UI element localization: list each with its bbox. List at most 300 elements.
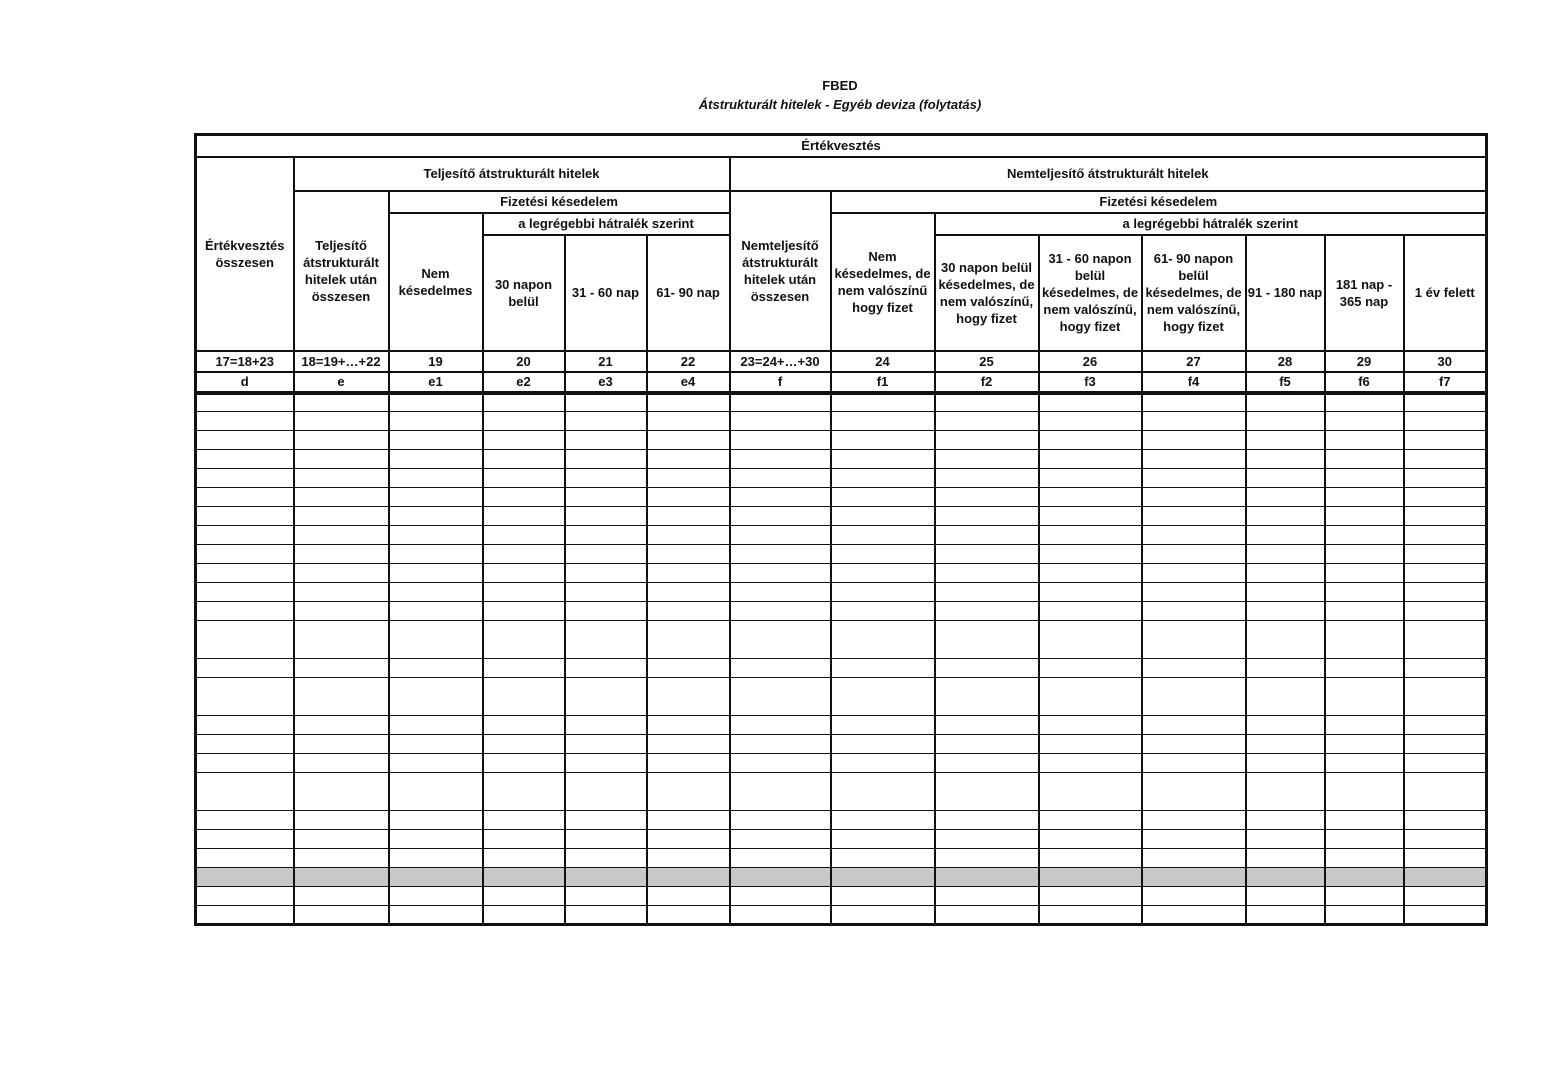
table-cell[interactable] (196, 431, 294, 450)
table-cell[interactable] (647, 868, 730, 887)
table-cell[interactable] (647, 564, 730, 583)
table-cell[interactable] (831, 393, 935, 412)
table-cell[interactable] (1142, 887, 1246, 906)
table-cell[interactable] (831, 526, 935, 545)
table-cell[interactable] (1142, 507, 1246, 526)
table-cell[interactable] (565, 678, 647, 716)
table-cell[interactable] (1246, 621, 1325, 659)
table-cell[interactable] (1404, 735, 1487, 754)
table-cell[interactable] (1404, 431, 1487, 450)
table-cell[interactable] (647, 602, 730, 621)
table-cell[interactable] (565, 773, 647, 811)
table-cell[interactable] (1404, 583, 1487, 602)
table-cell[interactable] (831, 906, 935, 925)
table-cell[interactable] (1142, 431, 1246, 450)
table-cell[interactable] (1404, 621, 1487, 659)
table-cell[interactable] (1039, 830, 1142, 849)
table-cell[interactable] (1142, 906, 1246, 925)
table-cell[interactable] (389, 659, 483, 678)
table-cell[interactable] (1039, 887, 1142, 906)
table-cell[interactable] (1325, 393, 1404, 412)
table-cell[interactable] (1246, 887, 1325, 906)
table-cell[interactable] (1039, 526, 1142, 545)
table-cell[interactable] (647, 545, 730, 564)
table-cell[interactable] (565, 507, 647, 526)
table-cell[interactable] (196, 621, 294, 659)
table-cell[interactable] (1142, 583, 1246, 602)
table-cell[interactable] (831, 887, 935, 906)
table-cell[interactable] (389, 602, 483, 621)
table-cell[interactable] (1039, 678, 1142, 716)
table-cell[interactable] (294, 811, 389, 830)
table-cell[interactable] (831, 507, 935, 526)
table-cell[interactable] (196, 678, 294, 716)
table-cell[interactable] (483, 773, 565, 811)
table-cell[interactable] (1142, 868, 1246, 887)
table-cell[interactable] (294, 488, 389, 507)
table-cell[interactable] (1142, 773, 1246, 811)
table-cell[interactable] (647, 507, 730, 526)
table-cell[interactable] (831, 564, 935, 583)
table-cell[interactable] (483, 811, 565, 830)
table-cell[interactable] (1325, 583, 1404, 602)
table-cell[interactable] (1246, 507, 1325, 526)
table-cell[interactable] (730, 621, 831, 659)
table-cell[interactable] (1325, 450, 1404, 469)
table-cell[interactable] (389, 507, 483, 526)
table-cell[interactable] (565, 811, 647, 830)
table-cell[interactable] (730, 602, 831, 621)
table-cell[interactable] (1246, 488, 1325, 507)
table-cell[interactable] (730, 868, 831, 887)
table-cell[interactable] (1325, 906, 1404, 925)
table-cell[interactable] (1039, 868, 1142, 887)
table-cell[interactable] (196, 735, 294, 754)
table-cell[interactable] (935, 773, 1039, 811)
table-cell[interactable] (483, 545, 565, 564)
table-cell[interactable] (1246, 811, 1325, 830)
table-cell[interactable] (647, 431, 730, 450)
table-cell[interactable] (831, 773, 935, 811)
table-cell[interactable] (483, 659, 565, 678)
table-cell[interactable] (831, 602, 935, 621)
table-cell[interactable] (831, 811, 935, 830)
table-cell[interactable] (294, 526, 389, 545)
table-cell[interactable] (1246, 431, 1325, 450)
table-cell[interactable] (1325, 526, 1404, 545)
table-cell[interactable] (935, 602, 1039, 621)
table-cell[interactable] (294, 754, 389, 773)
table-cell[interactable] (935, 393, 1039, 412)
table-cell[interactable] (1325, 754, 1404, 773)
table-cell[interactable] (483, 583, 565, 602)
table-cell[interactable] (1039, 545, 1142, 564)
table-cell[interactable] (647, 659, 730, 678)
table-cell[interactable] (565, 830, 647, 849)
table-cell[interactable] (294, 716, 389, 735)
table-cell[interactable] (1404, 678, 1487, 716)
table-cell[interactable] (730, 659, 831, 678)
table-cell[interactable] (1142, 545, 1246, 564)
table-cell[interactable] (196, 602, 294, 621)
table-cell[interactable] (196, 773, 294, 811)
table-cell[interactable] (1039, 412, 1142, 431)
table-cell[interactable] (1142, 716, 1246, 735)
table-cell[interactable] (935, 735, 1039, 754)
table-cell[interactable] (831, 830, 935, 849)
table-cell[interactable] (1142, 450, 1246, 469)
table-cell[interactable] (935, 507, 1039, 526)
table-cell[interactable] (1325, 564, 1404, 583)
table-cell[interactable] (730, 488, 831, 507)
table-cell[interactable] (1404, 716, 1487, 735)
table-cell[interactable] (1246, 602, 1325, 621)
table-cell[interactable] (1325, 621, 1404, 659)
table-cell[interactable] (730, 906, 831, 925)
table-cell[interactable] (196, 526, 294, 545)
table-cell[interactable] (1039, 906, 1142, 925)
table-cell[interactable] (1246, 526, 1325, 545)
table-cell[interactable] (389, 678, 483, 716)
table-cell[interactable] (565, 868, 647, 887)
table-cell[interactable] (730, 716, 831, 735)
table-cell[interactable] (1039, 602, 1142, 621)
table-cell[interactable] (1142, 621, 1246, 659)
table-cell[interactable] (1142, 678, 1246, 716)
table-cell[interactable] (647, 773, 730, 811)
table-cell[interactable] (730, 811, 831, 830)
table-cell[interactable] (1039, 621, 1142, 659)
table-cell[interactable] (196, 830, 294, 849)
table-cell[interactable] (1246, 716, 1325, 735)
table-cell[interactable] (294, 412, 389, 431)
table-cell[interactable] (730, 678, 831, 716)
table-cell[interactable] (1325, 716, 1404, 735)
table-cell[interactable] (1142, 526, 1246, 545)
table-cell[interactable] (935, 488, 1039, 507)
table-cell[interactable] (730, 431, 831, 450)
table-cell[interactable] (483, 906, 565, 925)
table-cell[interactable] (196, 545, 294, 564)
table-cell[interactable] (1039, 564, 1142, 583)
table-cell[interactable] (483, 868, 565, 887)
table-cell[interactable] (565, 659, 647, 678)
table-cell[interactable] (730, 545, 831, 564)
table-cell[interactable] (565, 602, 647, 621)
table-cell[interactable] (294, 564, 389, 583)
table-cell[interactable] (1039, 393, 1142, 412)
table-cell[interactable] (565, 431, 647, 450)
table-cell[interactable] (647, 830, 730, 849)
table-cell[interactable] (1325, 887, 1404, 906)
table-cell[interactable] (1325, 602, 1404, 621)
table-cell[interactable] (294, 830, 389, 849)
table-cell[interactable] (935, 412, 1039, 431)
table-cell[interactable] (1039, 849, 1142, 868)
table-cell[interactable] (730, 507, 831, 526)
table-cell[interactable] (647, 887, 730, 906)
table-cell[interactable] (389, 583, 483, 602)
table-cell[interactable] (196, 811, 294, 830)
table-cell[interactable] (294, 659, 389, 678)
table-cell[interactable] (565, 393, 647, 412)
table-cell[interactable] (730, 469, 831, 488)
table-cell[interactable] (389, 716, 483, 735)
table-cell[interactable] (730, 393, 831, 412)
table-cell[interactable] (647, 906, 730, 925)
table-cell[interactable] (565, 583, 647, 602)
table-cell[interactable] (935, 583, 1039, 602)
table-cell[interactable] (831, 583, 935, 602)
table-cell[interactable] (831, 868, 935, 887)
table-cell[interactable] (483, 431, 565, 450)
table-cell[interactable] (831, 412, 935, 431)
table-cell[interactable] (1142, 735, 1246, 754)
table-cell[interactable] (1142, 754, 1246, 773)
table-cell[interactable] (294, 621, 389, 659)
table-cell[interactable] (483, 393, 565, 412)
table-cell[interactable] (1142, 811, 1246, 830)
table-cell[interactable] (1404, 887, 1487, 906)
table-cell[interactable] (647, 469, 730, 488)
table-cell[interactable] (389, 450, 483, 469)
table-cell[interactable] (483, 716, 565, 735)
table-cell[interactable] (389, 811, 483, 830)
table-cell[interactable] (565, 906, 647, 925)
table-cell[interactable] (1039, 450, 1142, 469)
table-cell[interactable] (1039, 754, 1142, 773)
table-cell[interactable] (1246, 659, 1325, 678)
table-cell[interactable] (1325, 678, 1404, 716)
table-cell[interactable] (730, 849, 831, 868)
table-cell[interactable] (647, 811, 730, 830)
table-cell[interactable] (831, 469, 935, 488)
table-cell[interactable] (565, 849, 647, 868)
table-cell[interactable] (1039, 469, 1142, 488)
table-cell[interactable] (730, 564, 831, 583)
table-cell[interactable] (389, 887, 483, 906)
table-cell[interactable] (483, 849, 565, 868)
table-cell[interactable] (1246, 678, 1325, 716)
table-cell[interactable] (483, 469, 565, 488)
table-cell[interactable] (1404, 773, 1487, 811)
table-cell[interactable] (1325, 868, 1404, 887)
table-cell[interactable] (483, 526, 565, 545)
table-cell[interactable] (1404, 469, 1487, 488)
table-cell[interactable] (483, 754, 565, 773)
table-cell[interactable] (1246, 735, 1325, 754)
table-cell[interactable] (1039, 811, 1142, 830)
table-cell[interactable] (389, 431, 483, 450)
table-cell[interactable] (483, 678, 565, 716)
table-cell[interactable] (935, 716, 1039, 735)
table-cell[interactable] (935, 868, 1039, 887)
table-cell[interactable] (196, 754, 294, 773)
table-cell[interactable] (1325, 412, 1404, 431)
table-cell[interactable] (647, 488, 730, 507)
table-cell[interactable] (294, 887, 389, 906)
table-cell[interactable] (647, 583, 730, 602)
table-cell[interactable] (196, 393, 294, 412)
table-cell[interactable] (831, 545, 935, 564)
table-cell[interactable] (1142, 393, 1246, 412)
table-cell[interactable] (1404, 488, 1487, 507)
table-cell[interactable] (196, 659, 294, 678)
table-cell[interactable] (294, 773, 389, 811)
table-cell[interactable] (1039, 507, 1142, 526)
table-cell[interactable] (389, 393, 483, 412)
table-cell[interactable] (1325, 545, 1404, 564)
table-cell[interactable] (730, 450, 831, 469)
table-cell[interactable] (831, 678, 935, 716)
table-cell[interactable] (1142, 488, 1246, 507)
table-cell[interactable] (935, 811, 1039, 830)
table-cell[interactable] (196, 906, 294, 925)
table-cell[interactable] (1404, 507, 1487, 526)
table-cell[interactable] (730, 526, 831, 545)
table-cell[interactable] (730, 830, 831, 849)
table-cell[interactable] (1039, 431, 1142, 450)
table-cell[interactable] (1325, 773, 1404, 811)
table-cell[interactable] (935, 545, 1039, 564)
table-cell[interactable] (647, 450, 730, 469)
table-cell[interactable] (483, 887, 565, 906)
table-cell[interactable] (196, 887, 294, 906)
table-cell[interactable] (294, 507, 389, 526)
table-cell[interactable] (647, 735, 730, 754)
table-cell[interactable] (389, 773, 483, 811)
table-cell[interactable] (294, 906, 389, 925)
table-cell[interactable] (1246, 545, 1325, 564)
table-cell[interactable] (1142, 830, 1246, 849)
table-cell[interactable] (1246, 754, 1325, 773)
table-cell[interactable] (730, 754, 831, 773)
table-cell[interactable] (1404, 564, 1487, 583)
table-cell[interactable] (389, 735, 483, 754)
table-cell[interactable] (1142, 469, 1246, 488)
table-cell[interactable] (831, 450, 935, 469)
table-cell[interactable] (196, 868, 294, 887)
table-cell[interactable] (483, 507, 565, 526)
table-cell[interactable] (1246, 773, 1325, 811)
table-cell[interactable] (483, 450, 565, 469)
table-cell[interactable] (1039, 583, 1142, 602)
table-cell[interactable] (389, 564, 483, 583)
table-cell[interactable] (294, 868, 389, 887)
table-cell[interactable] (1039, 773, 1142, 811)
table-cell[interactable] (1246, 393, 1325, 412)
table-cell[interactable] (1142, 849, 1246, 868)
table-cell[interactable] (647, 754, 730, 773)
table-cell[interactable] (1325, 431, 1404, 450)
table-cell[interactable] (1246, 564, 1325, 583)
table-cell[interactable] (1325, 507, 1404, 526)
table-cell[interactable] (483, 830, 565, 849)
table-cell[interactable] (1325, 811, 1404, 830)
table-cell[interactable] (389, 849, 483, 868)
table-cell[interactable] (196, 583, 294, 602)
table-cell[interactable] (935, 754, 1039, 773)
table-cell[interactable] (1325, 830, 1404, 849)
table-cell[interactable] (389, 545, 483, 564)
table-cell[interactable] (565, 754, 647, 773)
table-cell[interactable] (1246, 830, 1325, 849)
table-cell[interactable] (389, 526, 483, 545)
table-cell[interactable] (1246, 583, 1325, 602)
table-cell[interactable] (1246, 868, 1325, 887)
table-cell[interactable] (483, 621, 565, 659)
table-cell[interactable] (647, 621, 730, 659)
table-cell[interactable] (1039, 735, 1142, 754)
table-cell[interactable] (389, 906, 483, 925)
table-cell[interactable] (831, 716, 935, 735)
table-cell[interactable] (1404, 602, 1487, 621)
table-cell[interactable] (389, 754, 483, 773)
table-cell[interactable] (565, 887, 647, 906)
table-cell[interactable] (565, 564, 647, 583)
table-cell[interactable] (730, 887, 831, 906)
table-cell[interactable] (831, 621, 935, 659)
table-cell[interactable] (831, 431, 935, 450)
table-cell[interactable] (565, 545, 647, 564)
table-cell[interactable] (1404, 545, 1487, 564)
table-cell[interactable] (1325, 849, 1404, 868)
table-cell[interactable] (389, 469, 483, 488)
table-cell[interactable] (196, 849, 294, 868)
table-cell[interactable] (831, 488, 935, 507)
table-cell[interactable] (1404, 849, 1487, 868)
table-cell[interactable] (1246, 469, 1325, 488)
table-cell[interactable] (1142, 602, 1246, 621)
table-cell[interactable] (1404, 450, 1487, 469)
table-cell[interactable] (647, 849, 730, 868)
table-cell[interactable] (831, 754, 935, 773)
table-cell[interactable] (1246, 849, 1325, 868)
table-cell[interactable] (1325, 488, 1404, 507)
table-cell[interactable] (483, 412, 565, 431)
table-cell[interactable] (294, 678, 389, 716)
table-cell[interactable] (389, 412, 483, 431)
table-cell[interactable] (647, 678, 730, 716)
table-cell[interactable] (730, 412, 831, 431)
table-cell[interactable] (1142, 659, 1246, 678)
table-cell[interactable] (196, 564, 294, 583)
table-cell[interactable] (1246, 450, 1325, 469)
table-cell[interactable] (1404, 393, 1487, 412)
table-cell[interactable] (1404, 868, 1487, 887)
table-cell[interactable] (196, 507, 294, 526)
table-cell[interactable] (935, 830, 1039, 849)
table-cell[interactable] (831, 659, 935, 678)
table-cell[interactable] (389, 621, 483, 659)
table-cell[interactable] (935, 450, 1039, 469)
table-cell[interactable] (565, 526, 647, 545)
table-cell[interactable] (730, 773, 831, 811)
table-cell[interactable] (647, 393, 730, 412)
table-cell[interactable] (565, 735, 647, 754)
table-cell[interactable] (196, 469, 294, 488)
table-cell[interactable] (1404, 526, 1487, 545)
table-cell[interactable] (1325, 735, 1404, 754)
table-cell[interactable] (1039, 659, 1142, 678)
table-cell[interactable] (483, 735, 565, 754)
table-cell[interactable] (647, 716, 730, 735)
table-cell[interactable] (389, 488, 483, 507)
table-cell[interactable] (730, 583, 831, 602)
table-cell[interactable] (294, 735, 389, 754)
table-cell[interactable] (294, 431, 389, 450)
table-cell[interactable] (1325, 659, 1404, 678)
